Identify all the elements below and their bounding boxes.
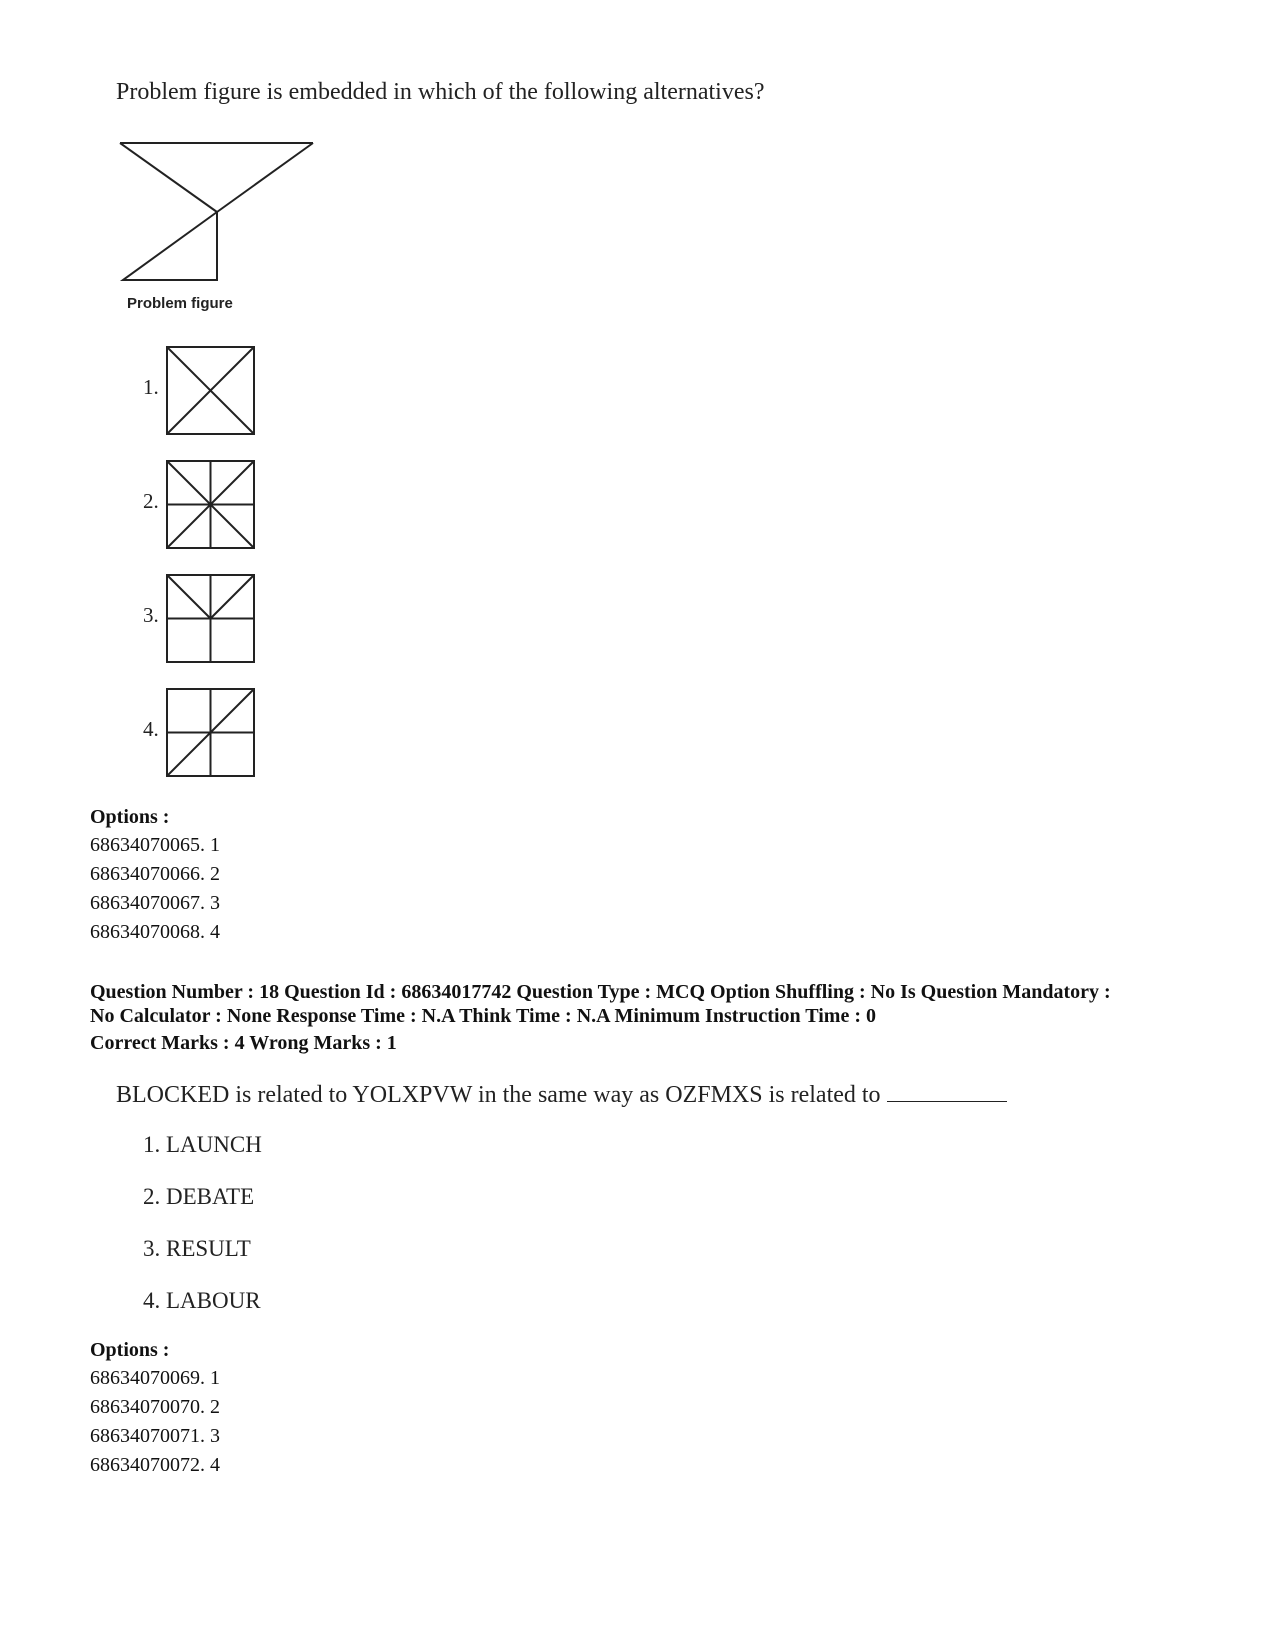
q18-choice-1: 1. LAUNCH (143, 1132, 262, 1157)
q18-choice-4: 4. LABOUR (143, 1288, 261, 1313)
q17-option-2: 68634070066. 2 (90, 863, 220, 885)
figure-left-diagonal (120, 143, 217, 212)
q18-meta-line-1: Question Number : 18 Question Id : 68634017742 Question Type : MCQ Option Shuffling : No Is Question Mandatory : (90, 981, 1111, 1003)
q17-options-heading: Options : (90, 806, 170, 828)
q18-choice-3: 3. RESULT (143, 1236, 251, 1261)
q18-meta-line-2: No Calculator : None Response Time : N.A Think Time : N.A Minimum Instruction Time : 0 (90, 1004, 876, 1027)
q17-option-4: 68634070068. 4 (90, 921, 220, 943)
alternative-4-number: 4. (143, 717, 159, 741)
figure-right-diagonal (217, 143, 313, 212)
answer-blank (887, 1081, 1007, 1102)
alternative-2-number: 2. (143, 489, 159, 513)
q18-marks: Correct Marks : 4 Wrong Marks : 1 (90, 1032, 397, 1054)
question-17-text: Problem figure is embedded in which of the following alternatives? (116, 79, 765, 105)
figure-lower-triangle (123, 212, 217, 280)
q18-option-1: 68634070069. 1 (90, 1367, 220, 1389)
q18-option-2: 68634070070. 2 (90, 1396, 220, 1418)
q17-option-3: 68634070067. 3 (90, 892, 220, 914)
q17-options-list (90, 831, 220, 947)
alternative-3-figure (166, 574, 256, 664)
q18-metadata (90, 981, 1111, 1028)
alternative-1-figure (166, 346, 256, 436)
q18-option-4: 68634070072. 4 (90, 1454, 220, 1476)
problem-figure (115, 138, 320, 288)
q17-option-1: 68634070065. 1 (90, 834, 220, 856)
alternative-1-number: 1. (143, 375, 159, 399)
q18-option-3: 68634070071. 3 (90, 1425, 220, 1447)
alternative-3-number: 3. (143, 603, 159, 627)
q18-choice-2: 2. DEBATE (143, 1184, 255, 1209)
q18-options-list (90, 1364, 220, 1480)
q18-options-heading: Options : (90, 1339, 170, 1361)
alternative-4-figure (166, 688, 256, 778)
question-18-text (116, 1081, 1007, 1109)
alternative-2-figure (166, 460, 256, 550)
problem-figure-label: Problem figure (127, 295, 233, 312)
question-18-statement: BLOCKED is related to YOLXPVW in the same way as OZFMXS is related to (116, 1082, 881, 1108)
